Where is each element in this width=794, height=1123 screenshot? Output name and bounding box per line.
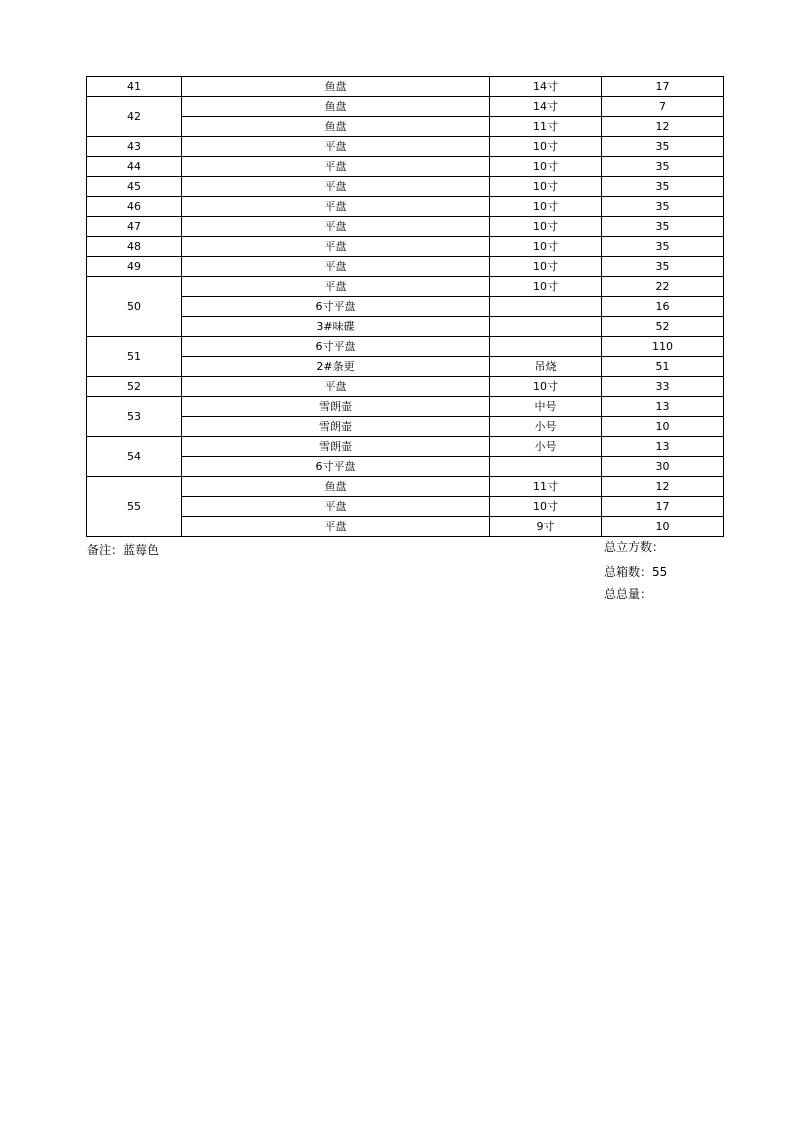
box-number-cell: 46 bbox=[87, 197, 182, 217]
spec-cell: 10寸 bbox=[490, 217, 602, 237]
quantity-cell: 35 bbox=[602, 217, 724, 237]
item-name-cell: 3#味碟 bbox=[182, 317, 490, 337]
box-number-cell: 41 bbox=[87, 77, 182, 97]
item-name-cell: 平盘 bbox=[182, 197, 490, 217]
quantity-cell: 10 bbox=[602, 417, 724, 437]
box-number-cell: 50 bbox=[87, 277, 182, 337]
spec-cell: 吊烧 bbox=[490, 357, 602, 377]
quantity-cell: 35 bbox=[602, 237, 724, 257]
quantity-cell: 51 bbox=[602, 357, 724, 377]
spec-cell: 中号 bbox=[490, 397, 602, 417]
quantity-cell: 17 bbox=[602, 77, 724, 97]
spec-cell: 10寸 bbox=[490, 157, 602, 177]
spec-cell: 11寸 bbox=[490, 117, 602, 137]
box-number-cell: 51 bbox=[87, 337, 182, 377]
table-row bbox=[87, 417, 724, 437]
spec-cell: 11寸 bbox=[490, 477, 602, 497]
total-volume-label: 总立方数： bbox=[604, 540, 665, 554]
item-name-cell: 平盘 bbox=[182, 497, 490, 517]
item-name-cell: 6寸平盘 bbox=[182, 297, 490, 317]
quantity-cell: 12 bbox=[602, 117, 724, 137]
item-name-cell: 平盘 bbox=[182, 517, 490, 537]
table-row bbox=[87, 317, 724, 337]
total-boxes-label: 总箱数：55 bbox=[604, 565, 668, 579]
spec-cell: 10寸 bbox=[490, 237, 602, 257]
box-number-cell: 53 bbox=[87, 397, 182, 437]
box-number-cell: 43 bbox=[87, 137, 182, 157]
quantity-cell: 22 bbox=[602, 277, 724, 297]
table-row bbox=[87, 457, 724, 477]
quantity-cell: 35 bbox=[602, 157, 724, 177]
item-name-cell: 2#条更 bbox=[182, 357, 490, 377]
spec-cell: 10寸 bbox=[490, 177, 602, 197]
box-number-cell: 44 bbox=[87, 157, 182, 177]
item-name-cell: 雪朗壶 bbox=[182, 397, 490, 417]
spec-cell bbox=[490, 317, 602, 337]
box-number-cell: 47 bbox=[87, 217, 182, 237]
quantity-cell: 13 bbox=[602, 437, 724, 457]
table-row bbox=[87, 357, 724, 377]
quantity-cell: 35 bbox=[602, 257, 724, 277]
table-row bbox=[87, 157, 724, 177]
quantity-cell: 10 bbox=[602, 517, 724, 537]
box-number-cell: 55 bbox=[87, 477, 182, 537]
quantity-cell: 33 bbox=[602, 377, 724, 397]
table-row bbox=[87, 277, 724, 297]
quantity-cell: 35 bbox=[602, 177, 724, 197]
spec-cell bbox=[490, 337, 602, 357]
table-row bbox=[87, 477, 724, 497]
table-row bbox=[87, 397, 724, 417]
box-number-cell: 42 bbox=[87, 97, 182, 137]
item-name-cell: 鱼盘 bbox=[182, 477, 490, 497]
spec-cell: 小号 bbox=[490, 417, 602, 437]
table-row bbox=[87, 517, 724, 537]
quantity-cell: 30 bbox=[602, 457, 724, 477]
total-weight-label: 总总量： bbox=[604, 587, 653, 601]
quantity-cell: 7 bbox=[602, 97, 724, 117]
item-name-cell: 平盘 bbox=[182, 157, 490, 177]
table-row bbox=[87, 377, 724, 397]
quantity-cell: 52 bbox=[602, 317, 724, 337]
table-row bbox=[87, 297, 724, 317]
item-name-cell: 6寸平盘 bbox=[182, 457, 490, 477]
item-name-cell: 6寸平盘 bbox=[182, 337, 490, 357]
packing-list-table bbox=[86, 76, 724, 537]
spec-cell: 10寸 bbox=[490, 197, 602, 217]
box-number-cell: 52 bbox=[87, 377, 182, 397]
remarks-note: 备注：蓝莓色 bbox=[87, 543, 160, 557]
table-row bbox=[87, 177, 724, 197]
item-name-cell: 平盘 bbox=[182, 177, 490, 197]
box-number-cell: 49 bbox=[87, 257, 182, 277]
table-row bbox=[87, 497, 724, 517]
spec-cell: 14寸 bbox=[490, 77, 602, 97]
spec-cell: 10寸 bbox=[490, 377, 602, 397]
spec-cell: 10寸 bbox=[490, 497, 602, 517]
spec-cell: 小号 bbox=[490, 437, 602, 457]
quantity-cell: 13 bbox=[602, 397, 724, 417]
item-name-cell: 平盘 bbox=[182, 277, 490, 297]
table-row bbox=[87, 137, 724, 157]
item-name-cell: 鱼盘 bbox=[182, 97, 490, 117]
table-row bbox=[87, 437, 724, 457]
quantity-cell: 35 bbox=[602, 137, 724, 157]
item-name-cell: 平盘 bbox=[182, 377, 490, 397]
quantity-cell: 35 bbox=[602, 197, 724, 217]
spec-cell: 9寸 bbox=[490, 517, 602, 537]
item-name-cell: 平盘 bbox=[182, 217, 490, 237]
box-number-cell: 54 bbox=[87, 437, 182, 477]
spec-cell: 10寸 bbox=[490, 137, 602, 157]
spec-cell: 10寸 bbox=[490, 257, 602, 277]
spec-cell bbox=[490, 297, 602, 317]
item-name-cell: 平盘 bbox=[182, 237, 490, 257]
item-name-cell: 鱼盘 bbox=[182, 77, 490, 97]
quantity-cell: 17 bbox=[602, 497, 724, 517]
spec-cell: 10寸 bbox=[490, 277, 602, 297]
table-row bbox=[87, 77, 724, 97]
table-row bbox=[87, 237, 724, 257]
table-row bbox=[87, 337, 724, 357]
table-row bbox=[87, 217, 724, 237]
item-name-cell: 鱼盘 bbox=[182, 117, 490, 137]
table-row bbox=[87, 117, 724, 137]
spec-cell: 14寸 bbox=[490, 97, 602, 117]
table-row bbox=[87, 197, 724, 217]
table-row bbox=[87, 257, 724, 277]
quantity-cell: 16 bbox=[602, 297, 724, 317]
quantity-cell: 12 bbox=[602, 477, 724, 497]
box-number-cell: 48 bbox=[87, 237, 182, 257]
item-name-cell: 雪朗壶 bbox=[182, 437, 490, 457]
item-name-cell: 雪朗壶 bbox=[182, 417, 490, 437]
quantity-cell: 110 bbox=[602, 337, 724, 357]
table-row bbox=[87, 97, 724, 117]
item-name-cell: 平盘 bbox=[182, 257, 490, 277]
box-number-cell: 45 bbox=[87, 177, 182, 197]
spec-cell bbox=[490, 457, 602, 477]
item-name-cell: 平盘 bbox=[182, 137, 490, 157]
